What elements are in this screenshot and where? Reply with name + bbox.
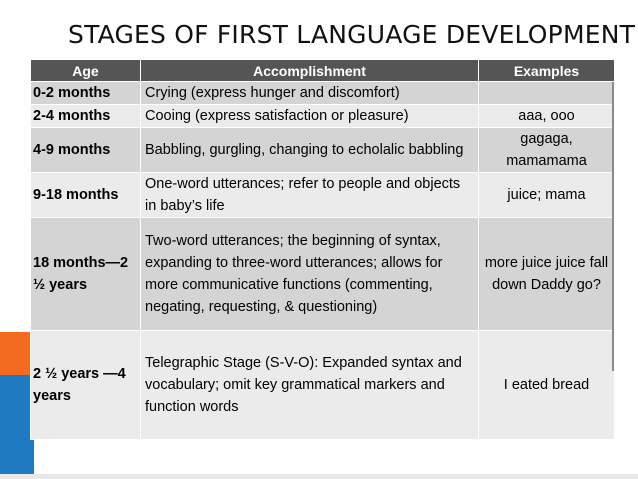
accomplishment-cell: Crying (express hunger and discomfort) [141, 82, 479, 105]
accomplishment-cell: Two-word utterances; the beginning of syntax, expanding to three-word utterances; allows for more communicative functions (commenting, negating, requesting, & questioning) [141, 218, 479, 331]
age-cell: 4-9 months [31, 128, 141, 173]
table-side-rule [612, 82, 614, 371]
accomplishment-cell: Telegraphic Stage (S-V-O): Expanded syntax and vocabulary; omit key grammatical markers and function words [141, 331, 479, 440]
accomplishment-cell: Babbling, gurgling, changing to echolalic babbling [141, 128, 479, 173]
examples-cell: gagaga, mamamama [479, 128, 615, 173]
bottom-band [0, 474, 638, 479]
table-row [31, 105, 615, 128]
examples-cell: more juice juice fall down Daddy go? [479, 218, 615, 331]
age-cell: 2 ½ years —4 years [31, 331, 141, 440]
header-examples: Examples [479, 60, 615, 82]
table-row [31, 331, 615, 440]
table-row [31, 218, 615, 331]
language-stages-table [30, 59, 615, 440]
examples-cell [479, 82, 615, 105]
age-cell: 0-2 months [31, 82, 141, 105]
age-cell: 18 months—2 ½ years [31, 218, 141, 331]
table-header-row [31, 60, 615, 82]
accomplishment-cell: One-word utterances; refer to people and objects in baby’s life [141, 173, 479, 218]
table-row [31, 82, 615, 105]
age-cell: 2-4 months [31, 105, 141, 128]
examples-cell: I eated bread [479, 331, 615, 440]
examples-cell: juice; mama [479, 173, 615, 218]
accomplishment-cell: Cooing (express satisfaction or pleasure) [141, 105, 479, 128]
header-age: Age [31, 60, 141, 82]
examples-cell: aaa, ooo [479, 105, 615, 128]
age-cell: 9-18 months [31, 173, 141, 218]
slide-title: STAGES OF FIRST LANGUAGE DEVELOPMENT [68, 20, 636, 49]
blue-accent-bar [0, 375, 34, 479]
table-row [31, 128, 615, 173]
table-row [31, 173, 615, 218]
header-accomplishment: Accomplishment [141, 60, 479, 82]
